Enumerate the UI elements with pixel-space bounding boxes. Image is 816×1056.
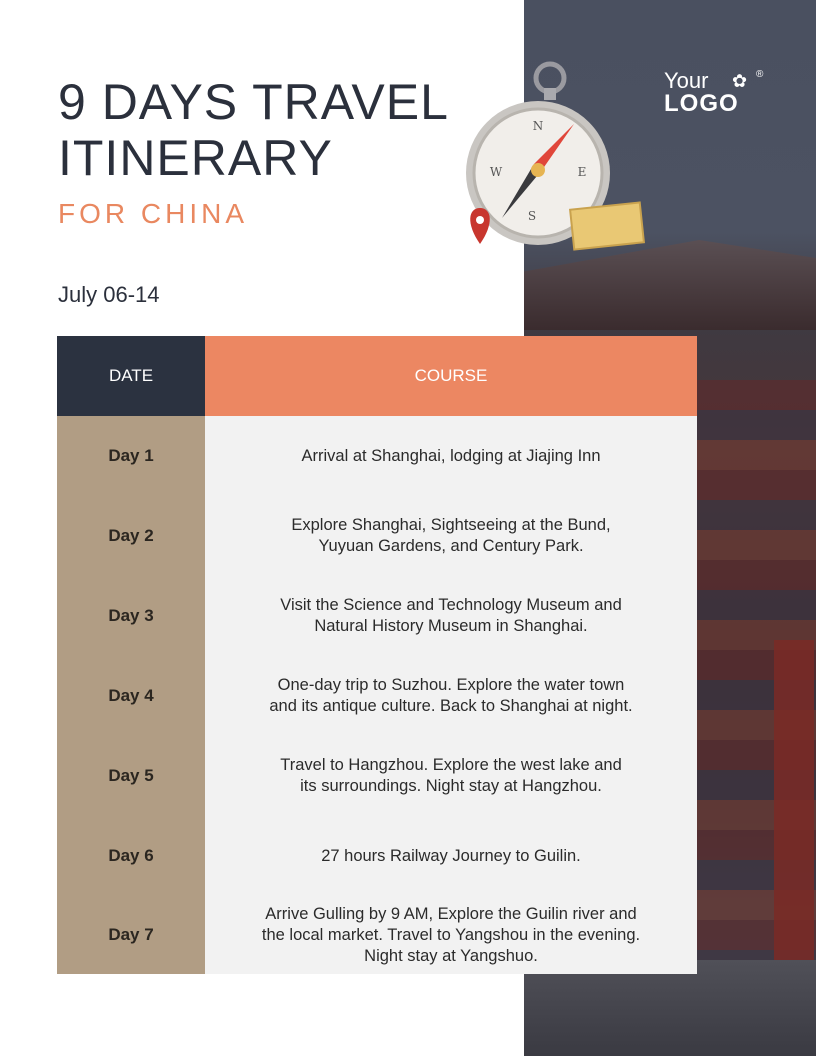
day-cell: Day 7 xyxy=(57,896,205,974)
course-cell: One-day trip to Suzhou. Explore the water town and its antique culture. Back to Shanghai at night. xyxy=(205,656,697,736)
course-cell: Arrival at Shanghai, lodging at Jiajing Inn xyxy=(205,416,697,496)
compass-e: E xyxy=(577,165,587,179)
compass-icon xyxy=(462,58,652,258)
header-date: DATE xyxy=(57,336,205,416)
logo-line2: LOGO xyxy=(664,90,739,117)
day-cell: Day 6 xyxy=(57,816,205,896)
registered-mark: ® xyxy=(756,69,764,80)
itinerary-table xyxy=(57,336,697,974)
table-row xyxy=(57,896,697,974)
logo-line1: Your xyxy=(664,68,709,93)
table-row xyxy=(57,576,697,656)
street xyxy=(524,960,816,1056)
table-row xyxy=(57,736,697,816)
title-line1: 9 DAYS TRAVEL xyxy=(58,74,449,130)
day-cell: Day 4 xyxy=(57,656,205,736)
course-cell: Arrive Gulling by 9 AM, Explore the Guilin river and the local market. Travel to Yangshou in the evening. Night stay at Yangshuo. xyxy=(205,896,697,974)
day-cell: Day 5 xyxy=(57,736,205,816)
compass-s: S xyxy=(527,209,537,223)
red-pillar xyxy=(774,640,814,980)
company-logo xyxy=(664,68,764,117)
compass-illustration xyxy=(462,58,652,258)
table-row xyxy=(57,416,697,496)
compass-n: N xyxy=(532,119,544,133)
table-row xyxy=(57,496,697,576)
header-course: COURSE xyxy=(205,336,697,416)
course-cell: 27 hours Railway Journey to Guilin. xyxy=(205,816,697,896)
page-title xyxy=(58,74,449,186)
day-cell: Day 2 xyxy=(57,496,205,576)
compass-w: W xyxy=(489,165,503,179)
logo-mark-icon: ✿ xyxy=(732,71,748,91)
date-range: July 06-14 xyxy=(58,282,160,307)
day-cell: Day 3 xyxy=(57,576,205,656)
course-cell: Explore Shanghai, Sightseeing at the Bund, Yuyuan Gardens, and Century Park. xyxy=(205,496,697,576)
course-cell: Travel to Hangzhou. Explore the west lake and its surroundings. Night stay at Hangzhou. xyxy=(205,736,697,816)
course-cell: Visit the Science and Technology Museum and Natural History Museum in Shanghai. xyxy=(205,576,697,656)
day-cell: Day 1 xyxy=(57,416,205,496)
page-subtitle: FOR CHINA xyxy=(58,198,248,229)
table-header xyxy=(57,336,697,416)
table-row xyxy=(57,656,697,736)
table-row xyxy=(57,816,697,896)
title-line2: ITINERARY xyxy=(58,130,333,186)
